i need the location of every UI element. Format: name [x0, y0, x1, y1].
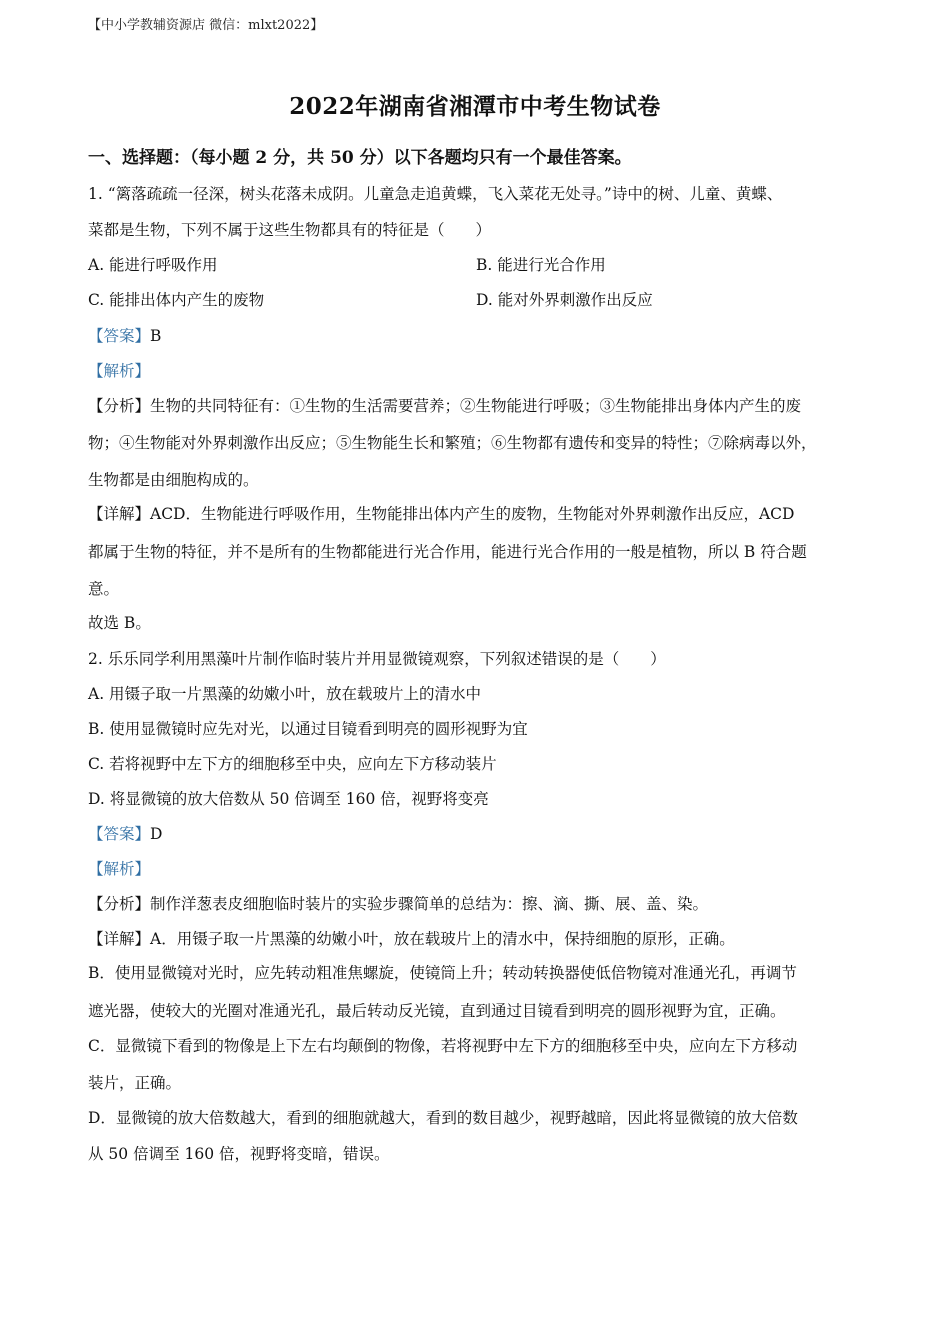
q2-stem: 2. 乐乐同学利用黑藻叶片制作临时装片并用显微镜观察，下列叙述错误的是（ ）: [88, 650, 666, 668]
answer-label: 【答案】: [88, 825, 151, 843]
page-title: 2022年湖南省湘潭市中考生物试卷: [289, 93, 661, 120]
answer-label: 【答案】: [88, 327, 151, 345]
q2-xiangjie-c-line1: C．显微镜下看到的物像是上下左右均颠倒的物像，若将视野中左下方的细胞移至中央，应向左下方移动: [88, 1037, 798, 1055]
analysis-label: 【解析】: [88, 860, 151, 878]
q1-fenxi-line1: 【分析】生物的共同特征有：①生物的生活需要营养；②生物能进行呼吸；③生物能排出身体内产生的废: [88, 397, 802, 415]
q1-option-a: A. 能进行呼吸作用: [88, 256, 218, 274]
q2-xiangjie-b-line2: 遮光器，使较大的光圈对准通光孔，最后转动反光镜，直到通过目镜看到明亮的圆形视野为宜，正确。: [88, 1002, 786, 1020]
q1-option-d: D. 能对外界刺激作出反应: [476, 291, 653, 309]
q1-option-c: C. 能排出体内产生的废物: [88, 291, 265, 309]
q2-option-d: D. 将显微镜的放大倍数从 50 倍调至 160 倍，视野将变亮: [88, 790, 489, 808]
q1-stem-line1: 1. “篱落疏疏一径深，树头花落未成阴。儿童急走追黄蝶，飞入菜花无处寻。”诗中的树、儿童、黄蝶、: [88, 185, 783, 203]
q2-option-a: A. 用镊子取一片黑藻的幼嫩小叶，放在载玻片上的清水中: [88, 685, 482, 703]
q2-option-b: B. 使用显微镜时应先对光，以通过目镜看到明亮的圆形视野为宜: [88, 720, 528, 738]
q1-option-b: B. 能进行光合作用: [476, 256, 606, 274]
q2-fenxi: 【分析】制作洋葱表皮细胞临时装片的实验步骤简单的总结为：擦、滴、撕、展、盖、染。: [88, 895, 709, 913]
answer-value: D: [150, 825, 163, 843]
q2-xiangjie-a: 【详解】A．用镊子取一片黑藻的幼嫩小叶，放在载玻片上的清水中，保持细胞的原形，正确。: [88, 930, 735, 948]
q1-answer: [88, 325, 161, 347]
q1-stem-line2: 菜都是生物，下列不属于这些生物都具有的特征是（ ）: [88, 221, 492, 239]
q1-analysis-label: [88, 360, 150, 382]
q2-xiangjie-d-line2: 从 50 倍调至 160 倍，视野将变暗，错误。: [88, 1145, 390, 1163]
q1-xiangjie-line2: 都属于生物的特征，并不是所有的生物都能进行光合作用，能进行光合作用的一般是植物，所以 B 符合题: [88, 543, 807, 561]
q2-xiangjie-c-line2: 装片，正确。: [88, 1074, 182, 1092]
q2-analysis-label: [88, 858, 150, 880]
q1-fenxi-line2: 物；④生物能对外界刺激作出反应；⑤生物能生长和繁殖；⑥生物都有遗传和变异的特性；⑦除病毒以外，: [88, 434, 817, 452]
q2-xiangjie-b-line1: B．使用显微镜对光时，应先转动粗准焦螺旋，使镜筒上升；转动转换器使低倍物镜对准通光孔，再调节: [88, 964, 797, 982]
q1-fenxi-line3: 生物都是由细胞构成的。: [88, 471, 259, 489]
analysis-label: 【解析】: [88, 362, 151, 380]
q1-xiangjie-line3: 意。: [88, 580, 120, 598]
q2-answer: [88, 823, 162, 845]
q1-xiangjie-line1: 【详解】ACD．生物能进行呼吸作用，生物能排出体内产生的废物，生物能对外界刺激作出反应，ACD: [88, 505, 795, 523]
q2-option-c: C. 若将视野中左下方的细胞移至中央，应向左下方移动装片: [88, 755, 497, 773]
header-note: 【中小学教辅资源店 微信：mlxt2022】: [88, 18, 324, 33]
section-heading: 一、选择题：（每小题 2 分，共 50 分）以下各题均只有一个最佳答案。: [88, 148, 632, 168]
q1-conclusion: 故选 B。: [88, 614, 151, 632]
answer-value: B: [150, 327, 162, 345]
q2-xiangjie-d-line1: D．显微镜的放大倍数越大，看到的细胞就越大，看到的数目越少，视野越暗，因此将显微镜的放大倍数: [88, 1109, 798, 1127]
